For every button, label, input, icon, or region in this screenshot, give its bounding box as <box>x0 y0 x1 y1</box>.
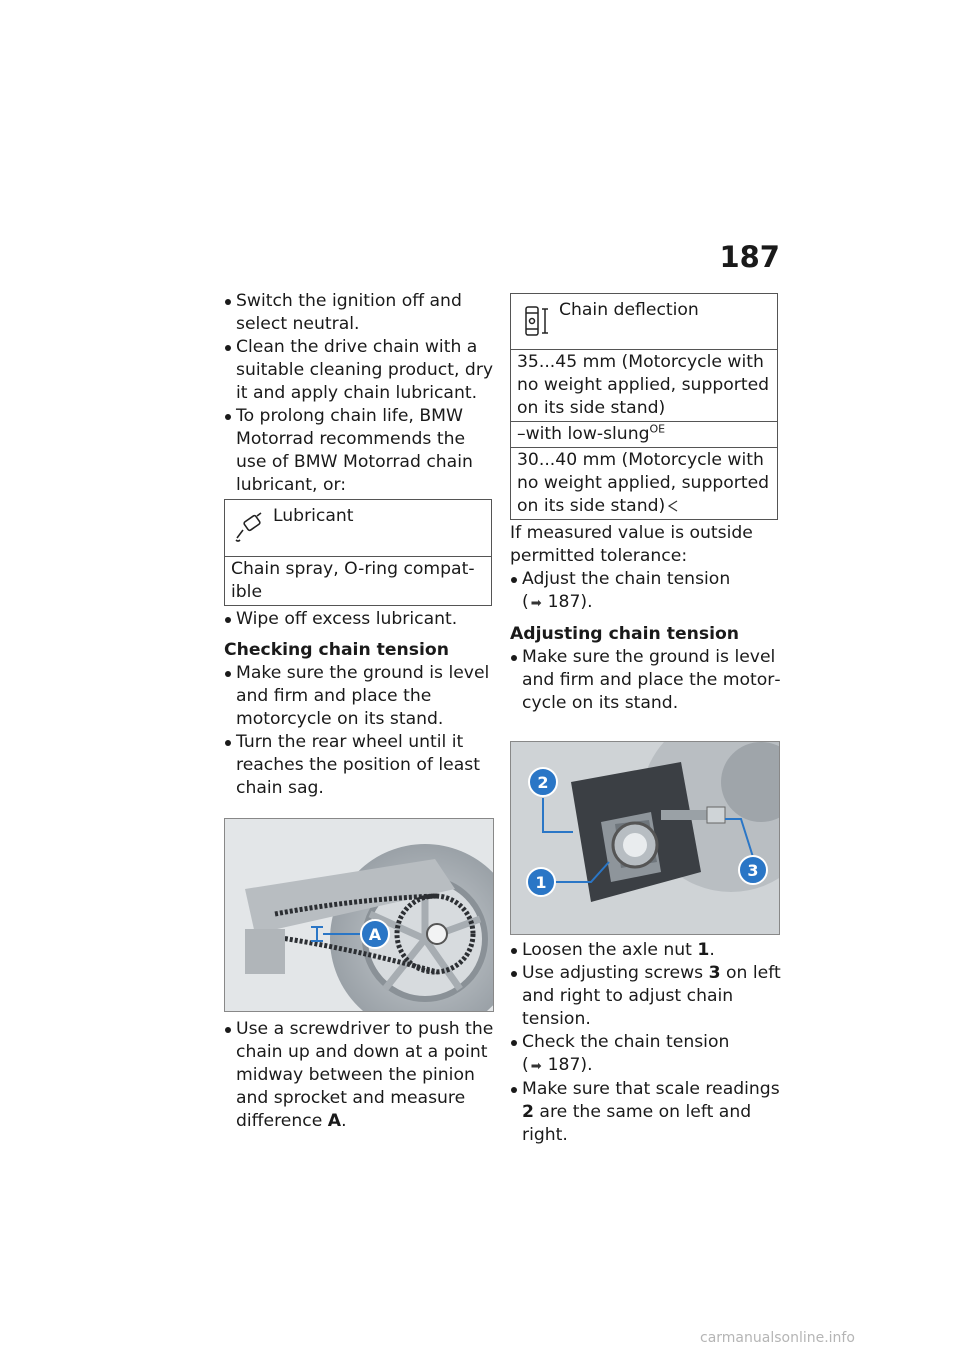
page-ref-arrow-icon: ➡ <box>530 1059 542 1074</box>
measure-bullet-list <box>224 1018 494 1133</box>
axle-adjuster-figure <box>510 741 780 935</box>
measure-text: Use a screwdriver to push the chain up and down at a point midway between the pinion and sprocket and measure difference <box>236 1019 494 1131</box>
chain-deflection-low-slung-label <box>511 422 777 448</box>
left-column <box>224 290 494 1133</box>
list-item: Adjust the chain tension ( ➡ 187). <box>510 568 782 615</box>
chain-sag-illustration <box>225 819 493 1011</box>
wipe-bullet-list <box>224 608 494 631</box>
chain-deflection-standard: 35...45 mm (Motorcycle with no weight applied, supported on its side stand) <box>511 350 777 422</box>
step-text: Use adjusting screws <box>522 963 709 983</box>
tolerance-text: If measured value is outside permitted tolerance: <box>510 523 753 566</box>
step-suffix: on left and right to adjust chain tension. <box>522 963 781 1029</box>
lubricant-table <box>224 499 492 606</box>
adjust-text: Adjust the chain tension <box>522 569 731 589</box>
list-item <box>224 1018 494 1133</box>
lubricant-value: Chain spray, O-ring compatible <box>231 559 475 602</box>
list-item: To prolong chain life, BMW Motorrad recommends the use of BMW Motorrad chain lubricant, or: <box>224 405 494 497</box>
reference-3: 3 <box>708 963 721 983</box>
list-item: Clean the drive chain with a suitable cleaning product, dry it and apply chain lubricant. <box>224 336 494 405</box>
reference-1: 1 <box>697 940 710 960</box>
list-item: Make sure the ground is level and firm and place the motorcycle on its stand. <box>510 646 782 715</box>
page-number: 187 <box>719 240 780 274</box>
watermark: carmanualsonline.info <box>700 1330 855 1346</box>
reference-2: 2 <box>522 1102 534 1122</box>
checking-chain-tension-heading: Checking chain tension <box>224 640 449 660</box>
end-marker-icon <box>667 499 679 513</box>
chain-deflection-table <box>510 293 778 520</box>
axle-adjuster-illustration <box>511 742 779 934</box>
lubricant-icon <box>231 504 269 550</box>
low-slung-value: 30...40 mm (Motorcycle with no weight applied, supported on its side stand) <box>517 450 770 516</box>
right-column <box>510 293 782 1147</box>
page-ref-link[interactable]: 187). <box>547 1055 593 1075</box>
adjusting-bullet-list <box>510 646 782 715</box>
page-ref-link[interactable]: 187). <box>547 592 593 612</box>
figure-callout-a: A <box>368 925 382 944</box>
list-item: Switch the ignition off and select neutral. <box>224 290 494 336</box>
adjust-steps-bullet-list <box>510 939 782 1147</box>
step-text: Check the chain tension <box>522 1032 730 1052</box>
step-text: Make sure that scale readings <box>522 1079 780 1099</box>
step-suffix: . <box>709 940 715 960</box>
list-item: Make sure the ground is level and firm and place the motorcycle on its stand. <box>224 662 494 731</box>
tolerance-bullet-list <box>510 568 782 615</box>
list-item: Wipe off excess lubricant. <box>224 608 494 631</box>
list-item: Check the chain tension ( ➡ 187). <box>510 1031 782 1078</box>
list-item <box>510 962 782 1031</box>
step-suffix: are the same on left and right. <box>522 1102 752 1145</box>
lubricant-table-header <box>225 500 491 557</box>
figure-callout-1: 1 <box>535 873 547 892</box>
measure-suffix: . <box>341 1111 347 1131</box>
chain-deflection-table-header <box>511 294 777 350</box>
chain-deflection-low-slung <box>511 448 777 519</box>
low-slung-label: –with low-slung <box>517 424 650 444</box>
reference-a: A <box>327 1111 342 1131</box>
chain-deflection-title: Chain deflection <box>559 300 699 320</box>
chain-sag-figure <box>224 818 494 1012</box>
intro-bullet-list <box>224 290 494 497</box>
chain-deflection-icon <box>517 298 555 344</box>
page-ref-arrow-icon: ➡ <box>530 596 542 611</box>
checking-bullet-list <box>224 662 494 800</box>
adjusting-chain-tension-heading: Adjusting chain tension <box>510 624 740 644</box>
figure-callout-2: 2 <box>537 773 549 792</box>
lubricant-table-title: Lubricant <box>273 506 354 526</box>
step-text: Loosen the axle nut <box>522 940 698 960</box>
oe-superscript: OE <box>649 422 666 436</box>
figure-callout-3: 3 <box>747 861 759 880</box>
list-item <box>510 939 782 962</box>
list-item: Turn the rear wheel until it reaches the position of least chain sag. <box>224 731 494 800</box>
list-item <box>510 1078 782 1147</box>
